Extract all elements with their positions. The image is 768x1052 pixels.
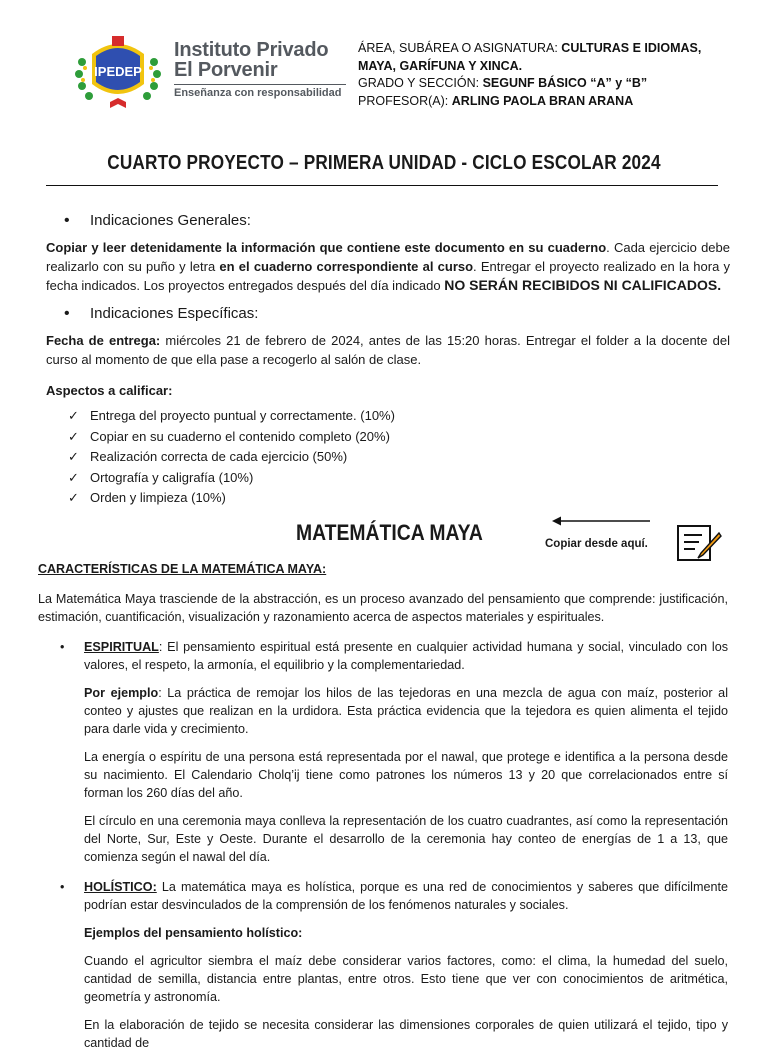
grade-label: GRADO Y SECCIÓN: — [358, 76, 483, 90]
course-info — [358, 40, 740, 110]
general-bold-1: Copiar y leer detenidamente la información que contiene este documento en su cuaderno — [46, 240, 607, 255]
grade-value: SEGUNF BÁSICO “A” y “B” — [482, 76, 648, 90]
document-title: CUARTO PROYECTO – PRIMERA UNIDAD - CICLO ESCOLAR 2024 — [107, 152, 661, 174]
delivery-label: Fecha de entrega: — [46, 333, 166, 348]
specific-heading: • Indicaciones Específicas: — [46, 303, 730, 325]
teacher-value: ARLING PAOLA BRAN ARANA — [451, 93, 634, 108]
delivery-paragraph — [46, 331, 730, 369]
characteristics-heading: CARACTERÍSTICAS DE LA MATEMÁTICA MAYA: — [38, 562, 327, 576]
circle-paragraph: El círculo en una ceremonia maya conlleva la representación de los cuatro cuadrantes, así como la representación del Norte, Sur, Este y Oeste. Durante el desarrollo de la ceremonia hay conteo de energías de 1 a 13, que comienza según el nawal del día. — [84, 814, 728, 864]
left-arrow-icon — [552, 515, 652, 527]
general-bold-2: en el cuaderno correspondiente al curso — [219, 259, 474, 274]
delivery-text: miércoles 21 de febrero de 2024, antes de las 15:20 horas. Entregar el folder a la docente del curso al momento de que ella pase a recogerlo al salón de clase. — [46, 333, 730, 367]
farmer-paragraph: Cuando el agricultor siembra el maíz debe considerar varios factores, como: el clima, la humedad del suelo, cantidad de semilla, distancia entre plantas, entre otros. Esto tiene que ver con conocimientos de aritmética, geometría y astronomía. — [84, 954, 728, 1004]
maya-math-content — [38, 560, 728, 1052]
holistic-examples-label: Ejemplos del pensamiento holístico: — [84, 926, 303, 940]
holistic-item — [38, 878, 728, 914]
general-text-1: . Cada ejercicio debe realizarlo con su puño y letra — [46, 240, 730, 274]
spiritual-text: : El pensamiento espiritual está presente en cualquier actividad humana y social, vinculado con los valores, el respeto, la armonía, el equilibrio y la complementariedad. — [84, 640, 728, 672]
example-paragraph — [38, 684, 728, 738]
spiritual-item — [38, 638, 728, 674]
energy-paragraph: La energía o espíritu de una persona está representada por el nawal, que protege e identifica a la persona desde su nacimiento. El Calendario Cholq’ij tiene como patrones los números 13 y 20 que correlacionados entre sí forman los 260 días del año. — [84, 750, 728, 800]
area-label: ÁREA, SUBÁREA O ASIGNATURA: — [358, 41, 562, 55]
grade-line — [358, 75, 740, 93]
holistic-label: HOLÍSTICO: — [84, 880, 157, 894]
teacher-line — [358, 93, 740, 111]
school-logo-icon — [72, 32, 164, 112]
brand-tagline: Enseñanza con responsabilidad — [174, 84, 346, 99]
aspect-item: ✓ Copiar en su cuaderno el contenido completo (20%) — [68, 427, 730, 448]
example-label: Por ejemplo — [84, 686, 159, 700]
notepad-pencil-icon — [675, 523, 723, 563]
general-bold-3: NO SERÁN RECIBIDOS NI CALIFICADOS. — [444, 277, 722, 293]
general-text-2: . Entregar el proyecto realizado en la hora y fecha indicados. Los proyectos entregados después del día indicado — [46, 259, 731, 293]
aspects-label: Aspectos a calificar: — [46, 383, 173, 398]
brand-name-line2: El Porvenir — [174, 59, 278, 81]
weaving-paragraph: En la elaboración de tejido se necesita considerar las dimensiones corporales de quien utilizará el tejido, tipo y cantidad de — [84, 1018, 728, 1050]
general-paragraph — [46, 238, 730, 295]
area-line — [358, 40, 740, 75]
teacher-label: PROFESOR(A): — [358, 93, 452, 108]
brand-name-line1: Instituto Privado — [174, 39, 329, 61]
intro-paragraph: La Matemática Maya trasciende de la abstracción, es un proceso avanzado del pensamiento que comprende: justificación, estimación, cuantificación, visualización y razonamiento acerca de aspectos materiales y espirituales. — [38, 592, 728, 624]
section-title: MATEMÁTICA MAYA — [296, 520, 483, 545]
school-brand — [174, 40, 346, 99]
area-value: CULTURAS E IDIOMAS, MAYA, GARÍFUNA Y XINCA. — [358, 41, 702, 73]
general-heading: • Indicaciones Generales: — [46, 210, 730, 232]
spiritual-label: ESPIRITUAL — [84, 640, 159, 654]
copy-hint: Copiar desde aquí. — [545, 538, 648, 550]
aspect-item: ✓ Ortografía y caligrafía (10%) — [68, 468, 730, 489]
holistic-text: La matemática maya es holística, porque es una red de conocimientos y saberes que difícilmente podrían estar desvinculados de la comprensión de los fenómenos naturales y sociales. — [84, 880, 728, 912]
aspect-item: ✓ Entrega del proyecto puntual y correctamente. (10%) — [68, 406, 730, 427]
title-divider — [46, 185, 718, 186]
aspect-item: ✓ Orden y limpieza (10%) — [68, 488, 730, 509]
aspects-list — [68, 406, 730, 509]
aspect-item: ✓ Realización correcta de cada ejercicio (50%) — [68, 447, 730, 468]
logo-text: IPEDEP — [94, 64, 142, 79]
example-text: : La práctica de remojar los hilos de las tejedoras en una mezcla de agua con maíz, posterior al conteo y ajustes que realizan en la urdidora. Esta práctica evidencia que la tejedora es quien alimenta el tejido para darle vida y crecimiento. — [84, 686, 728, 736]
instructions — [46, 210, 730, 509]
